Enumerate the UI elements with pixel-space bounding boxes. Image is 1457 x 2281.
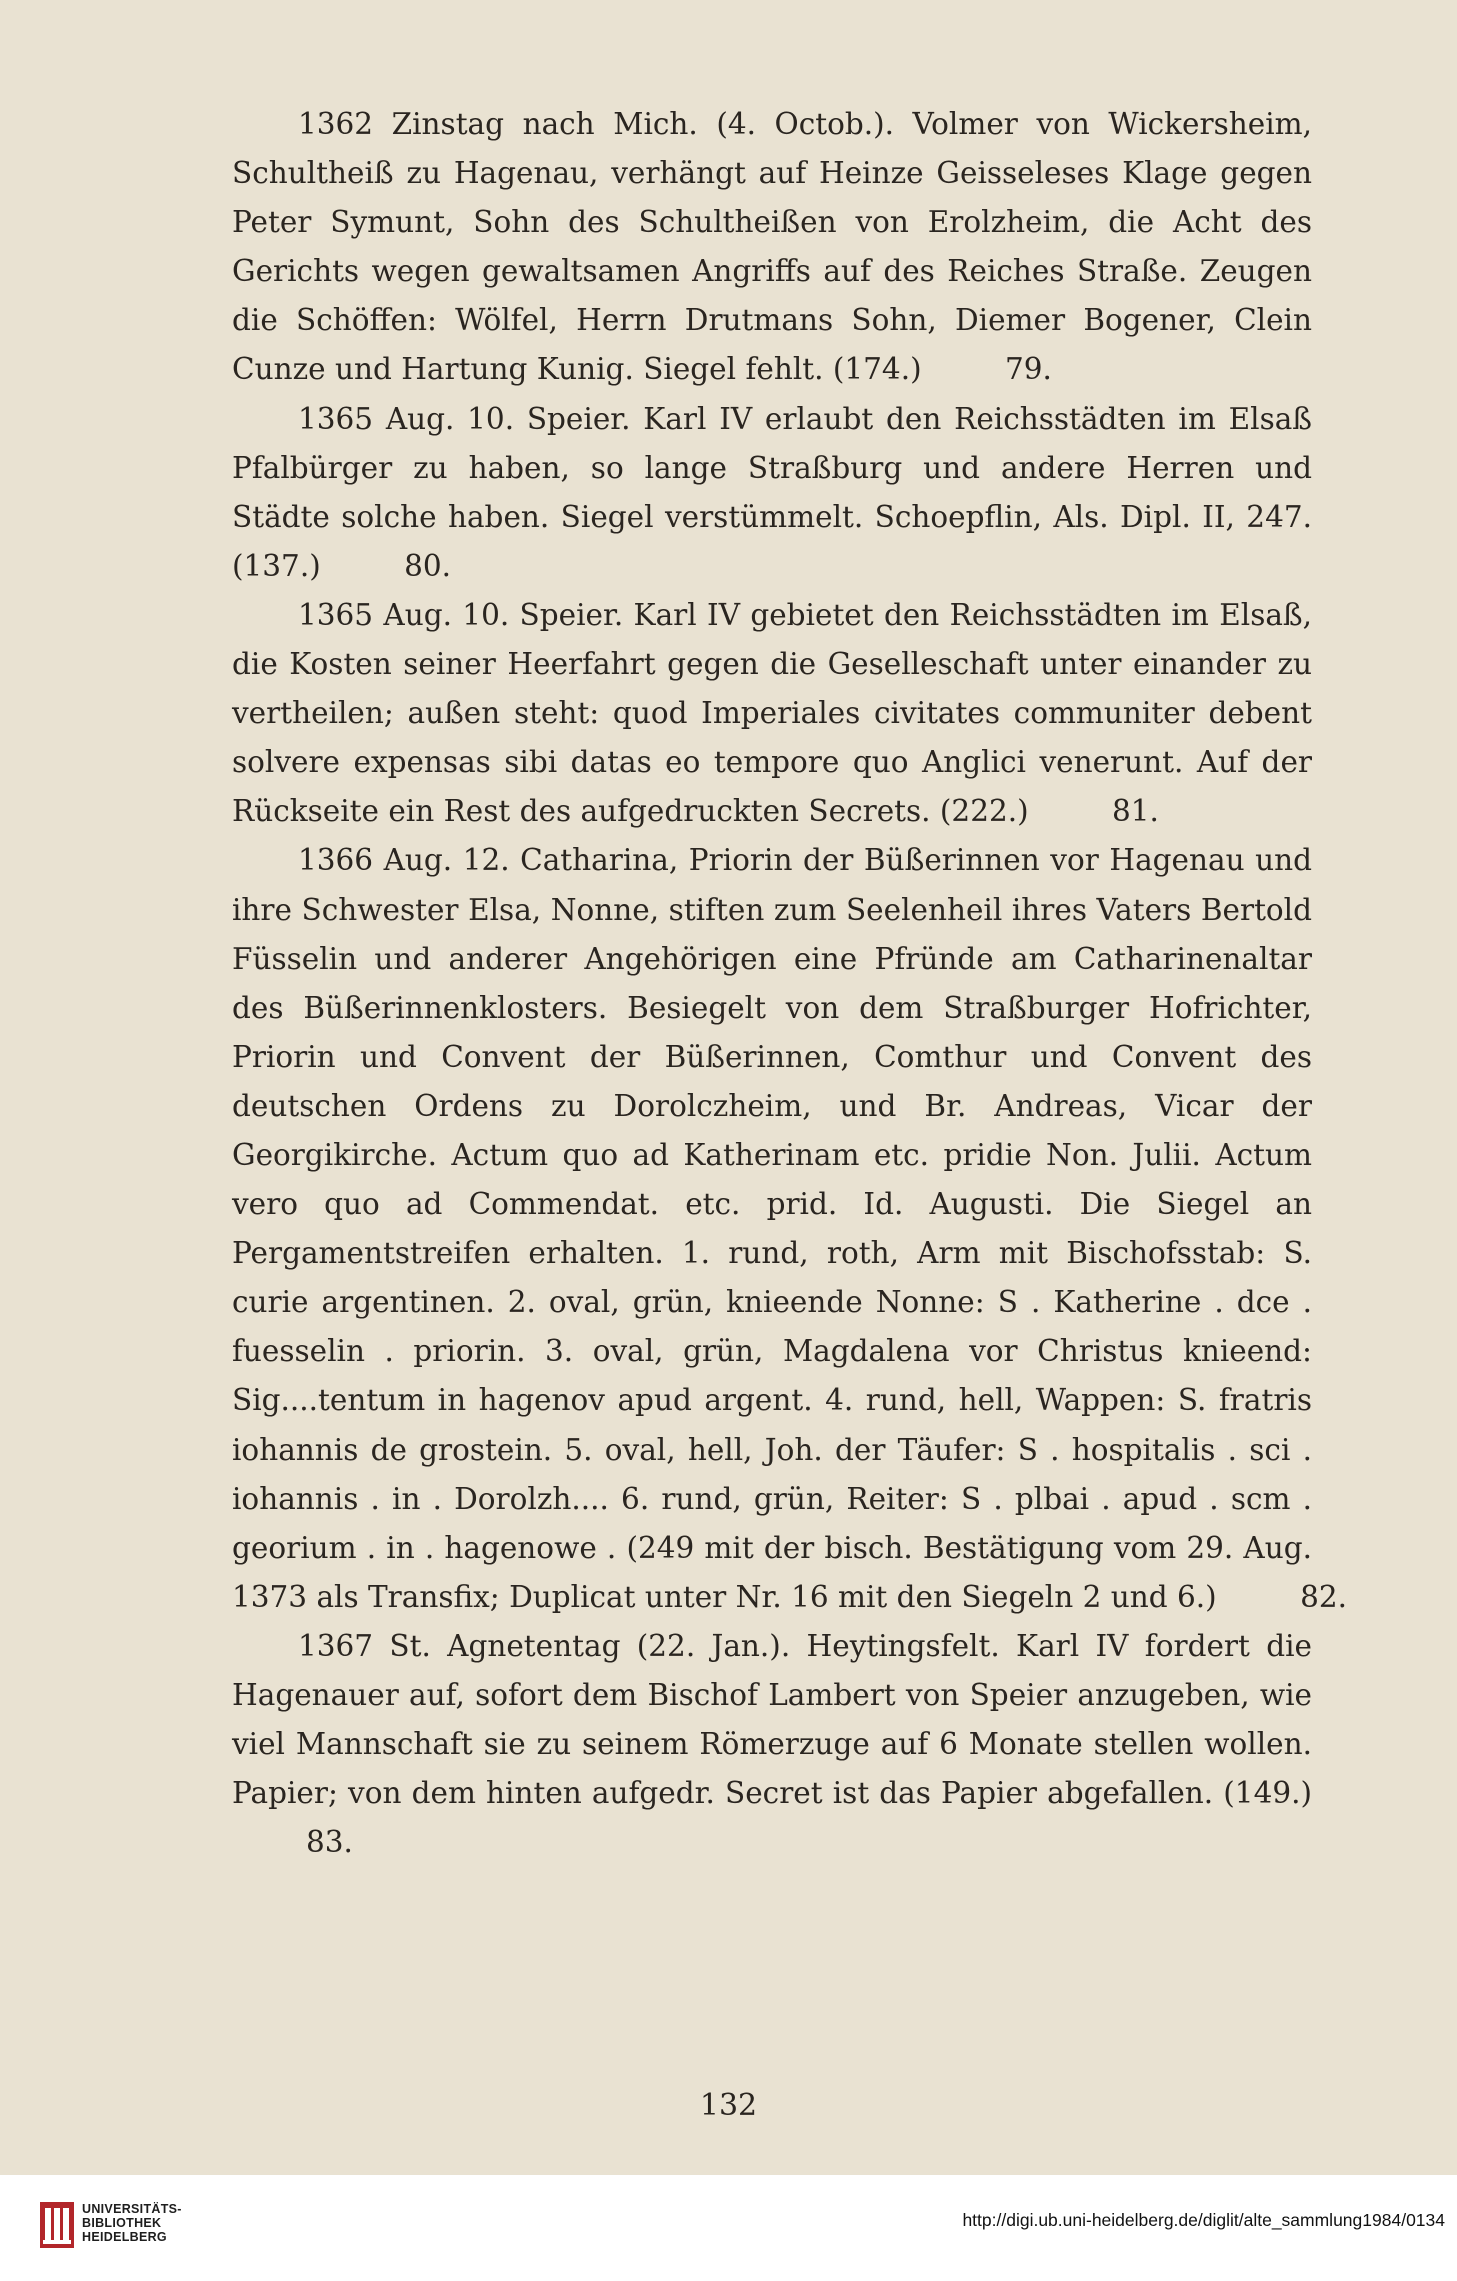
library-name-line: UNIVERSITÄTS- [82, 2202, 182, 2216]
entry-number: 83. [306, 1825, 353, 1860]
entry-text: 1365 Aug. 10. Speier. Karl IV erlaubt den Reichsstädten im Elsaß Pfalbürger zu haben, so lange Straßburg und andere Herren und Städte solche haben. Siegel verstümmelt. Schoepflin, Als. Dipl. II, 247. (137.) [232, 401, 1312, 583]
entry-1365-a [232, 395, 1312, 591]
entry-1366 [232, 836, 1347, 1622]
page-number: 132 [699, 2088, 758, 2123]
library-seal-icon [38, 2200, 76, 2250]
library-name-line: HEIDELBERG [82, 2230, 167, 2244]
entry-text: 1362 Zinstag nach Mich. (4. Octob.). Volmer von Wickersheim, Schultheiß zu Hagenau, verhängt auf Heinze Geisseleses Klage gegen Peter Symunt, Sohn des Schultheißen von Erolzheim, die Acht des Gerichts wegen gewaltsamen Angriffs auf des Reiches Straße. Zeugen die Schöffen: Wölfel, Herrn Drutmans Sohn, Diemer Bogener, Clein Cunze und Hartung Kunig. Siegel fehlt. (174.) [232, 107, 1312, 387]
entry-1367 [232, 1622, 1312, 1867]
entry-1362 [232, 100, 1312, 395]
entry-number: 80. [404, 548, 452, 583]
library-name [82, 2202, 182, 2244]
permalink-url[interactable]: http://digi.ub.uni-heidelberg.de/diglit/alte_sammlung1984/0134 [962, 2210, 1445, 2230]
entry-number: 81. [1112, 794, 1159, 829]
entry-text: 1366 Aug. 12. Catharina, Priorin der Büßerinnen vor Hagenau und ihre Schwester Elsa, Nonne, stiften zum Seelenheil ihres Vaters Bertold Füsselin und anderer Angehörigen eine Pfründe am Catharinenaltar des Büßerinnenklosters. Besiegelt von dem Straßburger Hofrichter, Priorin und Convent der Büßerinnen, Comthur und Convent des deutschen Ordens zu Dorolczheim, und Br. Andreas, Vicar der Georgikirche. Actum quo ad Katherinam etc. pridie Non. Julii. Actum vero quo ad Commendat. etc. prid. Id. Augusti. Die Siegel an Pergamentstreifen erhalten. 1. rund, roth, Arm mit Bischofsstab: S. curie argentinen. 2. oval, grün, knieende Nonne: S . Katherine . dce . fuesselin . priorin. 3. oval, grün, Magdalena vor Christus knieend: Sig....tentum in hagenov apud argent. 4. rund, hell, Wappen: S. fratris iohannis de grostein. 5. oval, hell, Joh. der Täufer: S . hospitalis . sci . iohannis . in . Dorolzh.... 6. rund, grün, Reiter: S . plbai . apud . scm . georium . in . hagenowe . (249 mit der bisch. Bestätigung vom 29. Aug. 1373 als Transfix; Duplicat unter Nr. 16 mit den Siegeln 2 und 6.) [232, 843, 1312, 1614]
entry-number: 82. [1300, 1579, 1347, 1614]
page-body [232, 100, 1347, 1867]
entry-1365-b [232, 591, 1312, 836]
library-name-line: BIBLIOTHEK [82, 2216, 162, 2230]
entry-text: 1367 St. Agnetentag (22. Jan.). Heytingsfelt. Karl IV fordert die Hagenauer auf, sofort dem Bischof Lambert von Speier anzugeben, wie viel Mannschaft sie zu seinem Römerzuge auf 6 Monate stellen wollen. Papier; von dem hinten aufgedr. Secret ist das Papier abgefallen. (149.) [232, 1628, 1312, 1811]
entry-text: 1365 Aug. 10. Speier. Karl IV gebietet den Reichsstädten im Elsaß, die Kosten seiner Heerfahrt gegen die Geselleschaft unter einander zu vertheilen; außen steht: quod Imperiales civitates communiter debent solvere expensas sibi datas eo tempore quo Anglici venerunt. Auf der Rückseite ein Rest des aufgedruckten Secrets. (222.) [232, 597, 1312, 829]
entry-number: 79. [1004, 352, 1052, 387]
